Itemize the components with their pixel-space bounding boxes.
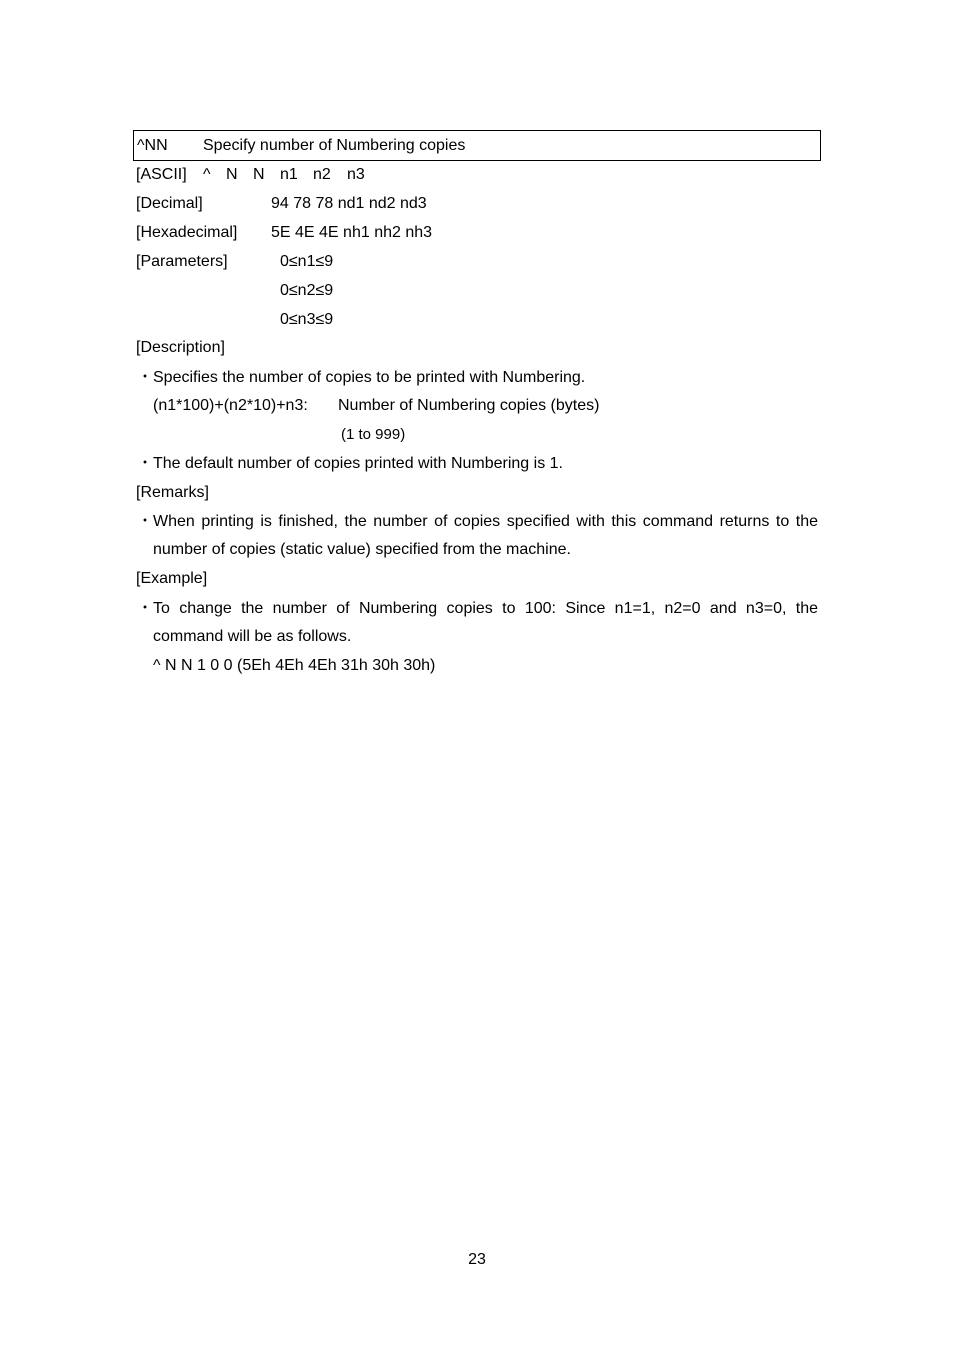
ascii-token: n1: [280, 166, 298, 183]
remarks-label: [Remarks]: [136, 484, 209, 501]
ascii-token: ^: [203, 166, 211, 183]
parameter-range: 0≤n2≤9: [280, 282, 334, 299]
command-title: Specify number of Numbering copies: [203, 137, 466, 154]
decimal-value: 94 78 78 nd1 nd2 nd3: [271, 195, 427, 212]
example-line-1: To change the number of Numbering copies to 100: Since n1=1, n2=0 and n3=0, the: [153, 600, 818, 617]
description-bullet-2: The default number of copies printed with Numbering is 1.: [153, 455, 563, 472]
bullet-glyph: ・: [137, 455, 154, 472]
description-formula: (n1*100)+(n2*10)+n3:: [153, 397, 308, 414]
ascii-token: N: [226, 166, 238, 183]
parameter-range: 0≤n3≤9: [280, 311, 334, 328]
example-line-2: command will be as follows.: [153, 628, 352, 645]
command-title-box: [133, 130, 821, 161]
command-code: ^NN: [137, 137, 168, 154]
parameters-label: [Parameters]: [136, 253, 228, 270]
hexadecimal-value: 5E 4E 4E nh1 nh2 nh3: [271, 224, 433, 241]
ascii-token: n3: [347, 166, 365, 183]
decimal-label: [Decimal]: [136, 195, 203, 212]
ascii-token: N: [253, 166, 265, 183]
example-command: ^ N N 1 0 0 (5Eh 4Eh 4Eh 31h 30h 30h): [153, 657, 436, 674]
description-label: [Description]: [136, 339, 225, 356]
ascii-label: [ASCII]: [136, 166, 187, 183]
bullet-glyph: ・: [137, 513, 154, 530]
parameter-range: 0≤n1≤9: [280, 253, 334, 270]
remarks-line-1: When printing is finished, the number of copies specified with this command returns to the: [153, 513, 818, 530]
ascii-token: n2: [313, 166, 331, 183]
bullet-glyph: ・: [137, 600, 154, 617]
example-label: [Example]: [136, 570, 208, 587]
bullet-glyph: ・: [137, 369, 154, 386]
description-formula-meaning: Number of Numbering copies (bytes): [338, 397, 600, 414]
description-bullet-1: Specifies the number of copies to be printed with Numbering.: [153, 369, 586, 386]
hexadecimal-label: [Hexadecimal]: [136, 224, 238, 241]
remarks-line-2: number of copies (static value) specified from the machine.: [153, 541, 571, 558]
description-formula-range: (1 to 999): [341, 426, 406, 443]
page-number: 23: [468, 1251, 486, 1268]
